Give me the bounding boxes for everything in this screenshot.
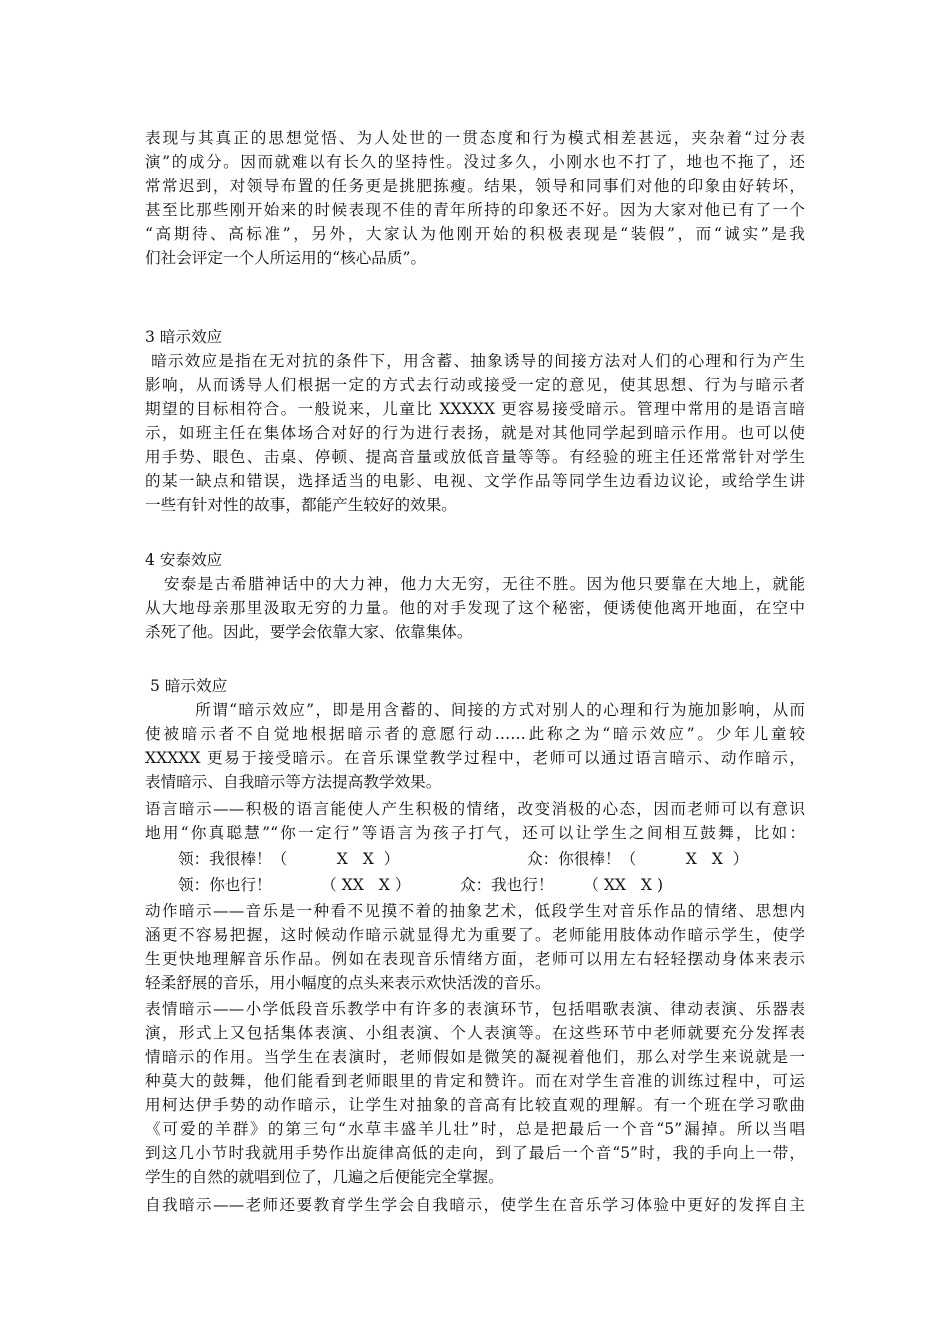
paragraph-line: 动作暗示——音乐是一种看不见摸不着的抽象艺术，低段学生对音乐作品的情绪、思想内 [145,902,805,920]
paragraph-line: 表情暗示、自我暗示等方法提高教学效果。 [145,773,442,791]
paragraph-line: 用手势、眼色、击桌、停顿、提高音量或放低音量等等。有经验的班主任还常常针对学生 [145,448,805,466]
paragraph-line: “高期待、高标准”，另外，大家认为他刚开始的积极表现是“装假”，而“诚实”是我 [145,225,805,243]
paragraph-line: 影响，从而诱导人们根据一定的方式去行动或接受一定的意见，使其思想、行为与暗示者 [145,376,805,394]
paragraph-line: 轻柔舒展的音乐，用小幅度的点头来表示欢快活泼的音乐。 [145,974,551,992]
call-response-left: 领：我很棒！（ X X ） [178,850,400,868]
paragraph-line: 学生的自然的就唱到位了，几遍之后便能完全掌握。 [145,1168,504,1186]
paragraph-line: 自我暗示——老师还要教育学生学会自我暗示，使学生在音乐学习体验中更好的发挥自主 [145,1196,805,1214]
paragraph-line: 常常迟到，对领导布置的任务更是挑肥拣瘦。结果，领导和同事们对他的印象由好转坏， [145,177,805,195]
paragraph-line: 表情暗示——小学低段音乐教学中有许多的表演环节，包括唱歌表演、律动表演、乐器表 [145,1000,805,1018]
paragraph-line: 到这几小节时我就用手势作出旋律高低的走向，到了最后一个音“5”时，我的手向上一带， [145,1144,805,1162]
section-heading: 4 安泰效应 [145,551,223,569]
paragraph-line: 们社会评定一个人所运用的“核心品质”。 [145,249,427,267]
paragraph-line: 表现与其真正的思想觉悟、为人处世的一贯态度和行为模式相差甚远，夹杂着“过分表 [145,129,805,147]
paragraph-line: 期望的目标相符合。一般说来，儿童比 XXXXX 更容易接受暗示。管理中常用的是语言暗 [145,400,805,418]
paragraph-line: 一些有针对性的故事，都能产生较好的效果。 [145,496,457,514]
paragraph-line: 语言暗示——积极的语言能使人产生积极的情绪，改变消极的心态，因而老师可以有意识 [145,800,805,818]
paragraph-line: 演”的成分。因而就难以有长久的坚持性。没过多久，小刚水也不打了，地也不拖了，还 [145,153,805,171]
paragraph-line: XXXXX 更易于接受暗示。在音乐课堂教学过程中，老师可以通过语言暗示、动作暗示， [145,749,805,767]
call-response-line: 领：你也行！ （ XX X ） 众：我也行！ （ XX X ) [178,876,664,894]
section-heading: 5 暗示效应 [145,677,228,695]
paragraph-line: 涵更不容易把握，这时候动作暗示就显得尤为重要了。老师能用肢体动作暗示学生，使学 [145,926,805,944]
section-heading: 3 暗示效应 [145,328,223,346]
paragraph-line: 生更快地理解音乐作品。例如在表现音乐情绪方面，老师可以用左右轻轻摆动身体来表示 [145,950,805,968]
paragraph-line: 演，形式上又包括集体表演、小组表演、个人表演等。在这些环节中老师就要充分发挥表 [145,1024,805,1042]
paragraph-line: 种莫大的鼓舞，他们能看到老师眼里的肯定和赞许。而在对学生音准的训练过程中，可运 [145,1072,805,1090]
paragraph-line: 用柯达伊手势的动作暗示，让学生对抽象的音高有比较直观的理解。有一个班在学习歌曲 [145,1096,805,1114]
paragraph-line: 情暗示的作用。当学生在表演时，老师假如是微笑的凝视着他们，那么对学生来说就是一 [145,1048,805,1066]
paragraph-line: 的某一缺点和错误，选择适当的电影、电视、文学作品等同学生边看边议论，或给学生讲 [145,472,805,490]
paragraph-line: 所谓“暗示效应”，即是用含蓄的、间接的方式对别人的心理和行为施加影响，从而 [145,701,805,719]
paragraph-line: 从大地母亲那里汲取无穷的力量。他的对手发现了这个秘密，便诱使他离开地面，在空中 [145,599,805,617]
paragraph-line: 地用“你真聪慧”“你一定行”等语言为孩子打气，还可以让学生之间相互鼓舞，比如： [145,824,805,842]
paragraph-line: 示，如班主任在集体场合对好的行为进行表扬，就是对其他同学起到暗示作用。也可以使 [145,424,805,442]
paragraph-line: 暗示效应是指在无对抗的条件下，用含蓄、抽象诱导的间接方法对人们的心理和行为产生 [145,352,805,370]
paragraph-line: 杀死了他。因此，要学会依靠大家、依靠集体。 [145,623,473,641]
paragraph-line: 《可爱的羊群》的第三句“水草丰盛羊儿壮”时，总是把最后一个音“5”漏掉。所以当唱 [145,1120,805,1138]
paragraph-line: 安泰是古希腊神话中的大力神，他力大无穷，无往不胜。因为他只要靠在大地上，就能 [145,575,805,593]
call-response-right: 众：你很棒！（ X X ） [527,850,749,868]
paragraph-line: 甚至比那些刚开始来的时候表现不佳的青年所持的印象还不好。因为大家对他已有了一个 [145,201,805,219]
paragraph-line: 使被暗示者不自觉地根据暗示者的意愿行动……此称之为“暗示效应”。少年儿童较 [145,725,805,743]
